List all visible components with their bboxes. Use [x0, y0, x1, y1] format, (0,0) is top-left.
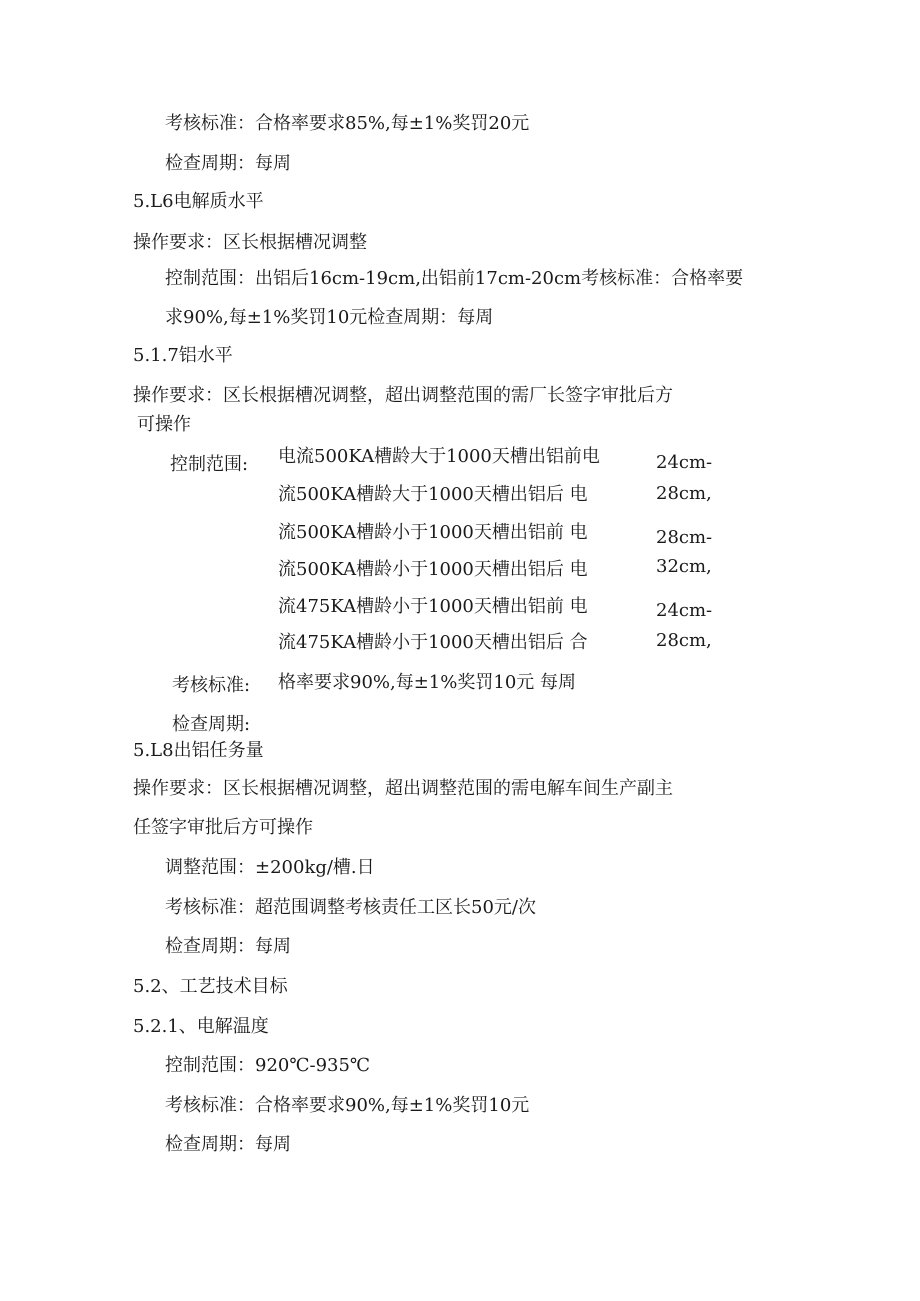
- table-row: 格率要求90%,每±1%奖罚10元 每周: [278, 672, 576, 693]
- table-row: 流475KA槽龄小于1000天槽出铝前 电: [278, 596, 588, 617]
- table-row: 电流500KA槽龄大于1000天槽出铝前电: [278, 446, 600, 467]
- assess-standard-line: 考核标准：超范围调整考核责任工区长50元/次: [165, 897, 536, 918]
- section-heading-516: 5.L6电解质水平: [133, 191, 264, 212]
- operation-requirement-cont: 可操作: [137, 414, 191, 435]
- operation-requirement-line: 操作要求：区长根据槽况调整，超出调整范围的需电解车间生产副主: [133, 778, 673, 799]
- table-row: 流500KA槽龄小于1000天槽出铝前 电: [278, 522, 588, 543]
- check-period-line: 检查周期：每周: [165, 936, 291, 957]
- control-range-line: 控制范围：出铝后16cm-19cm,出铝前17cm-20cm考核标准：合格率要: [165, 268, 744, 289]
- check-period-line: 检查周期：每周: [165, 153, 291, 174]
- range-value: 24cm-: [656, 600, 713, 621]
- range-value: 28cm-: [656, 527, 713, 548]
- control-range-label: 控制范围:: [170, 454, 249, 475]
- assess-period-line: 求90%,每±1%奖罚10元检查周期：每周: [165, 307, 494, 328]
- section-heading-518: 5.L8出铝任务量: [133, 740, 264, 761]
- check-period-label: 检查周期:: [172, 714, 251, 735]
- table-row: 流500KA槽龄小于1000天槽出铝后 电: [278, 559, 588, 580]
- control-range-line: 控制范围：920℃-935℃: [165, 1055, 371, 1076]
- check-period-line: 检查周期：每周: [165, 1134, 291, 1155]
- operation-requirement-cont: 任签字审批后方可操作: [133, 817, 313, 838]
- table-row: 流500KA槽龄大于1000天槽出铝后 电: [278, 484, 588, 505]
- section-heading-517: 5.1.7铝水平: [133, 345, 233, 366]
- range-value: 24cm-: [656, 452, 713, 473]
- operation-requirement-line: 操作要求：区长根据槽况调整，超出调整范围的需厂长签字审批后方: [133, 385, 673, 406]
- range-value: 28cm,: [656, 630, 712, 651]
- assess-standard-line: 考核标准：合格率要求90%,每±1%奖罚10元: [165, 1095, 530, 1116]
- assess-standard-label: 考核标准:: [172, 675, 251, 696]
- section-heading-52: 5.2、工艺技术目标: [133, 976, 288, 997]
- range-value: 32cm,: [656, 556, 712, 577]
- section-heading-521: 5.2.1、电解温度: [133, 1016, 269, 1037]
- range-value: 28cm,: [656, 483, 712, 504]
- table-row: 流475KA槽龄小于1000天槽出铝后 合: [278, 632, 588, 653]
- operation-requirement-line: 操作要求：区长根据槽况调整: [133, 232, 367, 253]
- assess-standard-line: 考核标准：合格率要求85%,每±1%奖罚20元: [165, 113, 530, 134]
- adjust-range-line: 调整范围：±200kg/槽.日: [165, 857, 375, 878]
